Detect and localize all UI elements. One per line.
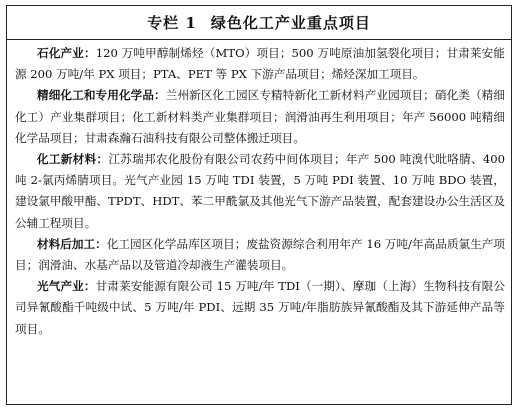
section-new-materials (15, 149, 505, 234)
section-petrochemical (15, 43, 505, 85)
section-body: 江苏瑞邦农化股份有限公司农药中间体项目；年产 500 吨溴代吡咯腈、400 吨 2-氯丙烯腈项目。光气产业园 15 万吨 TDI 装置，5 万吨 PDI 装置、10 万吨 BDO 装置，建设氯甲酸甲酯、TPDT、HDT、苯二甲酰氯及其他光气下游产品装置，配套建设办公生活区及公辅工程项目。 (15, 152, 505, 230)
section-fine-chemicals (15, 85, 505, 149)
box-title-text: 绿色化工产业重点项目 (210, 14, 371, 32)
section-heading: 化工新材料： (37, 152, 109, 167)
section-body: 化工园区化学品库区项目；废盐资源综合利用年产 16 万吨/年高品质氯生产项目；润滑油、水基产品以及管道冷却液生产灌装项目。 (15, 236, 505, 273)
section-body: 兰州新区化工园区专精特新化工新材料产业园项目；硝化类（精细化工）产业集群项目；化工新材料类产业集群项目；润滑油再生利用项目；年产 56000 吨精细化学品项目；甘肃森瀚石油科技有限公司整体搬迁项目。 (15, 88, 505, 145)
section-body: 甘肃莱安能源有限公司 15 万吨/年 TDI（一期）、摩珈（上海）生物科技有限公司异氰酸酯千吨级中试、5 万吨/年 PDI、远期 35 万吨/年脂肪族异氰酸酯及其下游延伸产品等项目。 (15, 279, 505, 336)
box-title (7, 6, 511, 40)
box-content (7, 40, 511, 340)
section-heading: 光气产业： (37, 279, 96, 294)
section-phosgene (15, 276, 505, 340)
section-heading: 材料后加工： (37, 236, 107, 251)
box-title-number: 专栏 1 (147, 14, 197, 32)
feature-box (6, 5, 512, 405)
section-body: 120 万吨甲醇制烯烃（MTO）项目；500 万吨原油加氢裂化项目；甘肃莱安能源 200 万吨/年 PX 项目；PTA、PET 等 PX 下游产品项目；烯烃深加工项目。 (15, 46, 505, 82)
section-heading: 石化产业： (37, 46, 96, 60)
section-heading: 精细化工和专用化学品： (37, 88, 166, 103)
section-post-processing (15, 234, 505, 276)
